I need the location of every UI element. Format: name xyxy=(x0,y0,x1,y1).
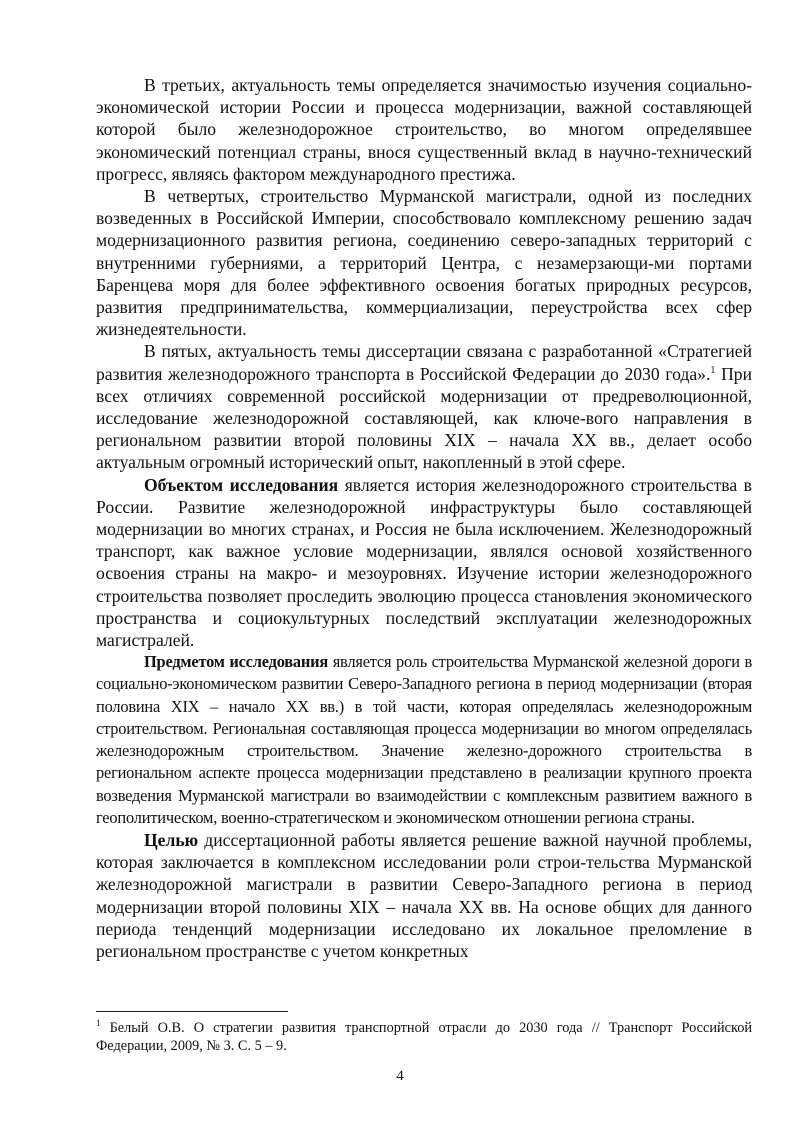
subject-heading: Предметом исследования xyxy=(144,652,329,672)
object-heading: Объектом исследования xyxy=(144,474,339,495)
paragraph-object xyxy=(96,474,752,652)
footnote-reference: 1 xyxy=(710,364,716,376)
object-text: является история железнодорожного строительства в России. Развитие железнодорожной инфраструктуры было составляющей модернизации во многих странах, и Россия не была исключением. Железнодорожный транспорт, как важное условие модернизации, являлся основой хозяйственного освоения страны на макро- и мезоуровнях. Изучение истории железнодорожного строительства позволяет проследить эволюцию процесса становления экономического пространства и социокультурных последствий эксплуатации железнодорожных магистралей. xyxy=(96,474,752,651)
paragraph-fourth-relevance: В четвертых, строительство Мурманской магистрали, одной из последних возведенных в Российской Империи, способствовало комплексному решению задач модернизационного развития региона, соединению северо-западных территорий с внутренними губерниями, а территорий Центра, с незамерзающи-ми портами Баренцева моря для более эффективного освоения богатых природных ресурсов, развития предпринимательства, коммерциализации, переустройства всех сфер жизнедеятельности. xyxy=(96,186,752,340)
goal-heading: Целью xyxy=(144,829,199,850)
paragraph-subject xyxy=(96,651,752,829)
footnote xyxy=(96,1019,752,1055)
goal-text: диссертационной работы является решение важной научной проблемы, которая заключается в комплексном исследовании роли строи-тельства Мурманской железнодорожной магистрали в развитии Северо-Западного региона в период модернизации второй половины XIX – начала XX вв. На основе общих для данного периода тенденций модернизации исследовано их локальное преломление в региональном пространстве с учетом конкретных xyxy=(96,829,752,961)
paragraph-fifth-relevance xyxy=(96,340,752,473)
document-page xyxy=(96,74,752,962)
footnote-text: Белый О.В. О стратегии развития транспортной отрасли до 2030 года // Транспорт Российской Федерации, 2009, № 3. С. 5 – 9. xyxy=(96,1020,752,1054)
paragraph-fifth-text-a: В пятых, актуальность темы диссертации связана с разработанной «Стратегией развития железнодорожного транспорта в Российской Федерации до 2030 года». xyxy=(96,341,752,384)
footnote-divider xyxy=(96,1011,288,1012)
paragraph-third-relevance: В третьих, актуальность темы определяется значимостью изучения социально-экономической истории России и процесса модернизации, важной составляющей которой было железнодорожное строительство, во многом определявшее экономический потенциал страны, внося существенный вклад в научно-технический прогресс, являясь фактором международного престижа. xyxy=(96,75,752,184)
paragraph-goal xyxy=(96,829,752,962)
paragraph-fifth-text-b: При всех отличиях современной российской модернизации от предреволюционной, исследование железнодорожной составляющей, как ключе-вого направления в региональном развитии второй половины XIX – начала XX вв., делает особо актуальным огромный исторический опыт, накопленный в этой сфере. xyxy=(96,363,752,473)
page-number: 4 xyxy=(396,1068,404,1084)
subject-text: является роль строительства Мурманской железной дороги в социально-экономическом развитии Северо-Западного региона в период модернизации (вторая половина XIX – начало XX вв.) в той части, которая определялась железнодорожным строительством. Региональная составляющая процесса модернизации во многом определялась железнодорожным строительством. Значение железно-дорожного строительства в региональном аспекте процесса модернизации представлено в реализации крупного проекта возведения Мурманской магистрали во взаимодействии с комплексным развитием важного в геополитическом, военно-стратегическом и экономическом отношении региона страны. xyxy=(96,652,752,827)
footnote-marker: 1 xyxy=(96,1018,101,1029)
